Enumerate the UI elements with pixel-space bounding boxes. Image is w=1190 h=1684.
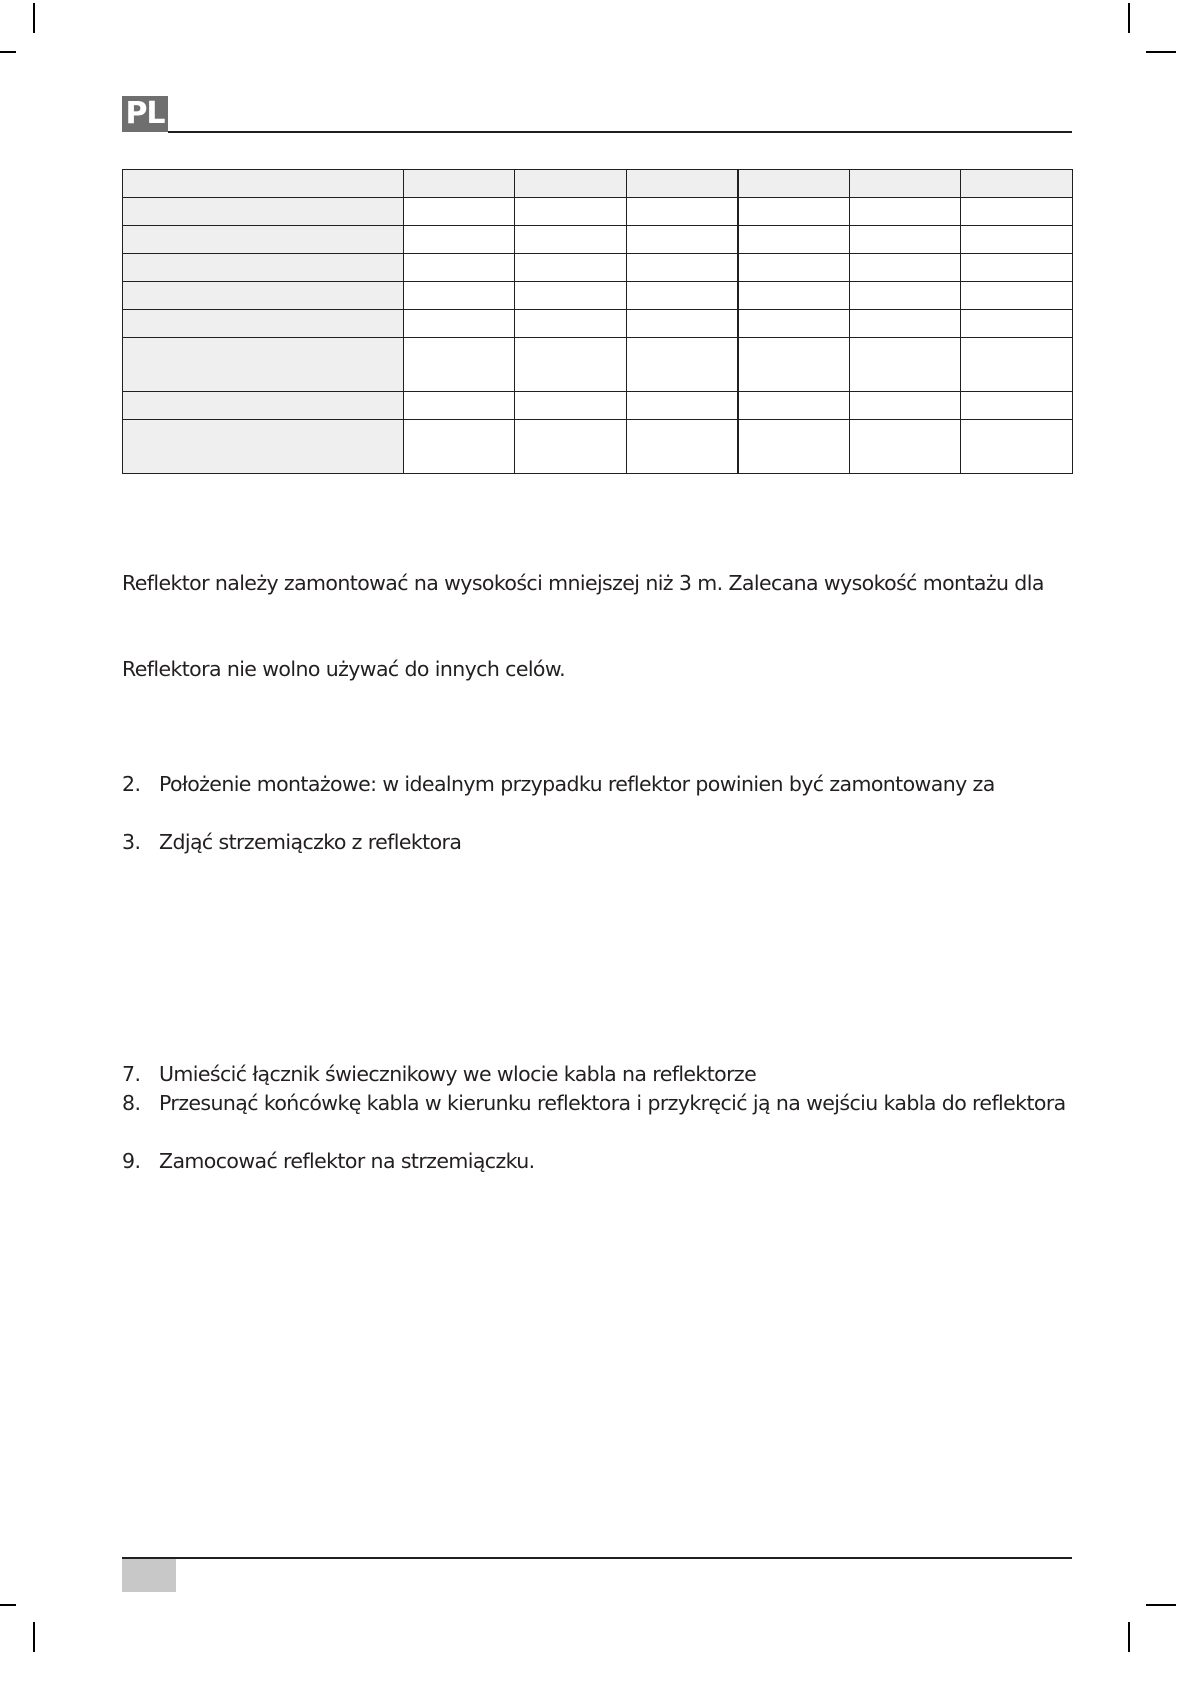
table-cell — [515, 392, 627, 420]
table-cell — [850, 420, 961, 474]
table-row-label-cell — [123, 198, 404, 226]
step-number: 8. — [122, 1091, 141, 1115]
table-cell — [404, 392, 515, 420]
table-cell — [738, 282, 850, 310]
table-row — [123, 310, 1073, 338]
step-text: Umieścić łącznik świecznikowy we wlocie kabla na reflektorze — [159, 1062, 757, 1086]
table-header-row — [123, 170, 1073, 198]
list-item-step — [122, 1149, 535, 1173]
table-cell — [627, 198, 738, 226]
table-header-cell — [123, 170, 404, 198]
step-number: 3. — [122, 830, 141, 854]
table-row-label-cell — [123, 338, 404, 392]
crop-mark-top-left-horizontal — [0, 51, 16, 53]
table-row-label-cell — [123, 226, 404, 254]
table-cell — [961, 310, 1073, 338]
table-cell — [404, 282, 515, 310]
table-cell — [515, 310, 627, 338]
table-row — [123, 198, 1073, 226]
crop-mark-top-right-vertical — [1128, 3, 1130, 33]
step-number: 7. — [122, 1062, 141, 1086]
table-row — [123, 338, 1073, 392]
table-cell — [961, 420, 1073, 474]
table-cell — [515, 198, 627, 226]
table-cell — [738, 198, 850, 226]
table-cell — [627, 392, 738, 420]
table-row-label-cell — [123, 420, 404, 474]
table-cell — [738, 254, 850, 282]
table-cell — [850, 392, 961, 420]
table-header-cell — [850, 170, 961, 198]
table-cell — [738, 420, 850, 474]
table-row — [123, 226, 1073, 254]
table-row — [123, 282, 1073, 310]
table-cell — [961, 226, 1073, 254]
table-cell — [404, 198, 515, 226]
table-cell — [850, 254, 961, 282]
table-cell — [961, 198, 1073, 226]
table-row — [123, 254, 1073, 282]
step-text: Zamocować reflektor na strzemiączku. — [159, 1149, 535, 1173]
table-cell — [515, 420, 627, 474]
table-row-label-cell — [123, 254, 404, 282]
table-cell — [404, 310, 515, 338]
table-row — [123, 392, 1073, 420]
step-text: Przesunąć końcówkę kabla w kierunku reflektora i przykręcić ją na wejściu kabla do reflektora — [159, 1091, 1066, 1115]
table-cell — [961, 282, 1073, 310]
table-cell — [515, 282, 627, 310]
crop-mark-bottom-right-vertical — [1128, 1622, 1130, 1652]
table-cell — [627, 254, 738, 282]
table-cell — [404, 254, 515, 282]
table-cell — [850, 282, 961, 310]
table-row — [123, 420, 1073, 474]
crop-mark-bottom-left-horizontal — [0, 1604, 16, 1606]
step-number: 2. — [122, 772, 141, 796]
crop-mark-top-left-vertical — [33, 3, 35, 33]
list-item-step — [122, 1062, 756, 1086]
table-cell — [627, 310, 738, 338]
step-number: 9. — [122, 1149, 141, 1173]
table-cell — [738, 392, 850, 420]
step-text: Położenie montażowe: w idealnym przypadku reflektor powinien być zamontowany za — [159, 772, 995, 796]
table-cell — [961, 392, 1073, 420]
table-cell — [961, 338, 1073, 392]
table-header-cell — [515, 170, 627, 198]
crop-mark-top-right-horizontal — [1146, 51, 1176, 53]
table-cell — [738, 338, 850, 392]
table-row-label-cell — [123, 310, 404, 338]
table-cell — [850, 338, 961, 392]
table-cell — [738, 310, 850, 338]
table-cell — [627, 338, 738, 392]
crop-mark-bottom-right-horizontal — [1146, 1604, 1176, 1606]
footer-rule — [122, 1557, 1072, 1559]
table-cell — [738, 226, 850, 254]
table-cell — [850, 310, 961, 338]
language-badge: PL — [122, 96, 168, 132]
page-number-box — [122, 1559, 176, 1592]
list-item-step — [122, 1091, 1066, 1115]
header-rule — [168, 131, 1072, 133]
table-cell — [627, 420, 738, 474]
table-cell — [515, 254, 627, 282]
list-item-step — [122, 772, 995, 796]
table-cell — [627, 226, 738, 254]
step-text: Zdjąć strzemiączko z reflektora — [159, 830, 462, 854]
paragraph-usage-warning: Reflektora nie wolno używać do innych celów. — [122, 657, 566, 681]
table-header-cell — [738, 170, 850, 198]
paragraph-mounting-height: Reflektor należy zamontować na wysokości mniejszej niż 3 m. Zalecana wysokość montażu dla — [122, 571, 1044, 595]
table-cell — [404, 420, 515, 474]
table-cell — [515, 338, 627, 392]
table-cell — [404, 338, 515, 392]
table-header-cell — [404, 170, 515, 198]
table-cell — [515, 226, 627, 254]
spec-table — [122, 169, 1073, 474]
table-cell — [850, 226, 961, 254]
crop-mark-bottom-left-vertical — [33, 1622, 35, 1652]
table-row-label-cell — [123, 392, 404, 420]
table-cell — [961, 254, 1073, 282]
table-cell — [404, 226, 515, 254]
table-cell — [850, 198, 961, 226]
table-cell — [627, 282, 738, 310]
table-header-cell — [961, 170, 1073, 198]
table-row-label-cell — [123, 282, 404, 310]
table-header-cell — [627, 170, 738, 198]
list-item-step — [122, 830, 461, 854]
